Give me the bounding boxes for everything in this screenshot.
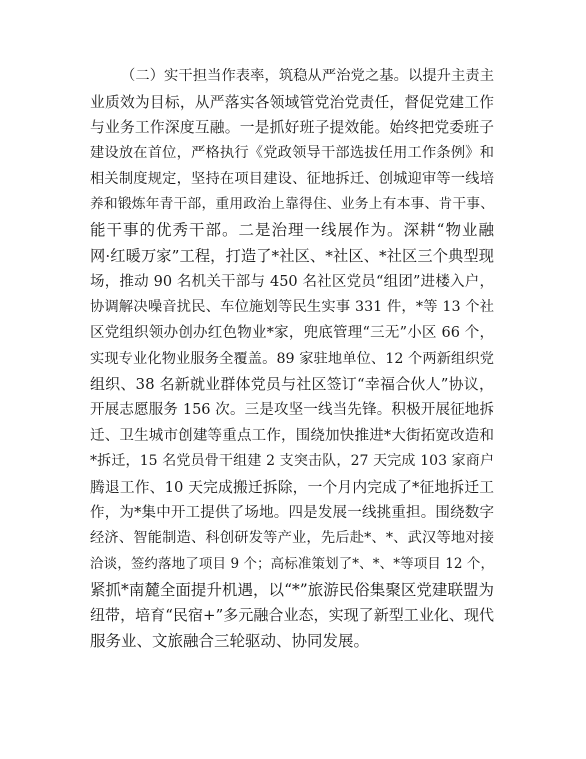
- text-line: 经济、智能制造、科创研发等产业，先后赴*、*、武汉等地对接: [90, 530, 494, 547]
- text-line: 服务业、文旅融合三轮驱动、协同发展。: [90, 632, 370, 651]
- text-line: 迁、卫生城市创建等重点工作，围绕加快推进*大街拓宽改造和: [90, 427, 494, 444]
- text-line: 洽谈，签约落地了项目 9 个；高标准策划了*、*、*等项目 12 个，: [90, 556, 494, 573]
- text-line: 能干事的优秀干部。二是治理一线展作为。深耕“物业融: [90, 221, 494, 240]
- text-line: 协调解决噪音扰民、车位施划等民生实事 331 件，*等 13 个社: [90, 299, 494, 316]
- text-line: 建设放在首位，严格执行《党政领导干部选拔任用工作条例》和: [90, 145, 494, 162]
- text-line: 网·红暖万家”工程，打造了*社区、*社区、*社区三个典型现: [90, 246, 494, 265]
- text-line: 养和锻炼年青干部，重用政治上靠得住、业务上有本事、肯干事、: [90, 196, 494, 213]
- text-line: *拆迁，15 名党员骨干组建 2 支突击队，27 天完成 103 家商户: [90, 453, 494, 470]
- text-line: 开展志愿服务 156 次。三是攻坚一线当先锋。积极开展征地拆: [90, 401, 494, 418]
- text-line: 区党组织领办创办红色物业*家，兜底管理“三无”小区 66 个，: [90, 324, 494, 341]
- text-line: 实现专业化物业服务全覆盖。89 家驻地单位、12 个两新组织党: [90, 350, 494, 367]
- text-line: 纽带，培育“民宿+”多元融合业态，实现了新型工业化、现代: [90, 606, 494, 625]
- text-line: 腾退工作、10 天完成搬迁拆除，一个月内完成了*征地拆迁工: [90, 479, 494, 496]
- text-line: 组织、38 名新就业群体党员与社区签订“幸福合伙人”协议，: [90, 375, 494, 394]
- text-line: 紧抓*南麓全面提升机遇，以“*”旅游民俗集聚区党建联盟为: [90, 580, 494, 599]
- text-line: （二）实干担当作表率，筑稳从严治党之基。以提升主责主: [121, 68, 494, 84]
- body-paragraph: [90, 64, 494, 655]
- text-line: 场，推动 90 名机关干部与 450 名社区党员“组团”进楼入户，: [90, 273, 494, 290]
- text-line: 相关制度规定，坚持在项目建设、征地拆迁、创城迎审等一线培: [90, 170, 494, 187]
- text-line: 与业务工作深度互融。一是抓好班子提效能。始终把党委班子: [90, 119, 494, 137]
- text-line: 业质效为目标，从严落实各领域管党治党责任，督促党建工作: [90, 93, 494, 111]
- text-line: 作，为*集中开工提供了场地。四是发展一线挑重担。围绕数字: [90, 504, 494, 521]
